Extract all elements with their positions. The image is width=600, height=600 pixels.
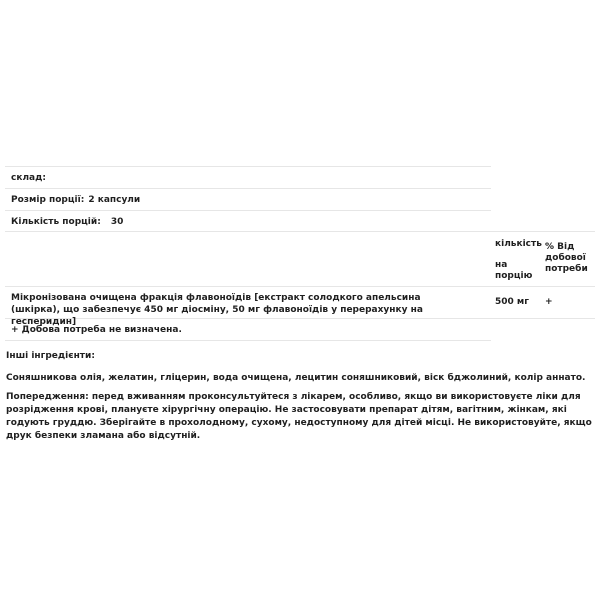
table-row <box>5 286 595 327</box>
serving-size-value: 2 капсули <box>88 194 141 205</box>
supplement-facts-table <box>5 231 595 327</box>
amount-header-line1: кількість <box>495 239 542 249</box>
servings-label: Кількість порцій: <box>11 216 101 227</box>
other-ingredients-label: Інші інгредієнти: <box>6 351 95 361</box>
ingredient-daily-value: + <box>545 297 553 307</box>
ingredient-amount: 500 мг <box>495 297 529 307</box>
table-header <box>5 231 595 286</box>
ingredient-name: Мікронізована очищена фракція флавоноїдів [екстракт солодкого апельсина (шкірка), що забезпечує 450 мг діосміну, 50 мг флавоноїдів у перерахунку на гесперидин] <box>11 293 423 327</box>
daily-value-footnote <box>5 319 491 341</box>
serving-size-row <box>5 188 491 210</box>
composition-title: склад: <box>11 172 46 183</box>
serving-size-label: Розмір порції: <box>11 194 85 205</box>
other-ingredients-text: Соняшникова олія, желатин, гліцерин, вода очищена, лецитин соняшниковий, віск бджолиний, колір аннато. <box>6 373 586 383</box>
servings-value: 30 <box>110 216 124 227</box>
amount-per-serving-header <box>495 239 542 282</box>
composition-block <box>5 166 491 232</box>
warning-text: Попередження: перед вживанням проконсультуйтеся з лікарем, особливо, якщо ви використовуєте ліки для розрідження крові, плануєте хірургічну операцію. Не застосовувати препарат дітям, вагітним, жінкам, які годують груддю. Зберігайте в прохолодному, сухому, недоступному для дітей місці. Не використовуйте, якщо друк безпеки зламана або відсутній. <box>6 392 592 441</box>
servings-row <box>5 210 491 232</box>
daily-value-header: % Від добової потреби <box>545 242 588 274</box>
footnote-text: + Добова потреба не визначена. <box>11 324 182 335</box>
composition-title-row <box>5 166 491 188</box>
amount-header-line2: на порцію <box>495 260 533 281</box>
